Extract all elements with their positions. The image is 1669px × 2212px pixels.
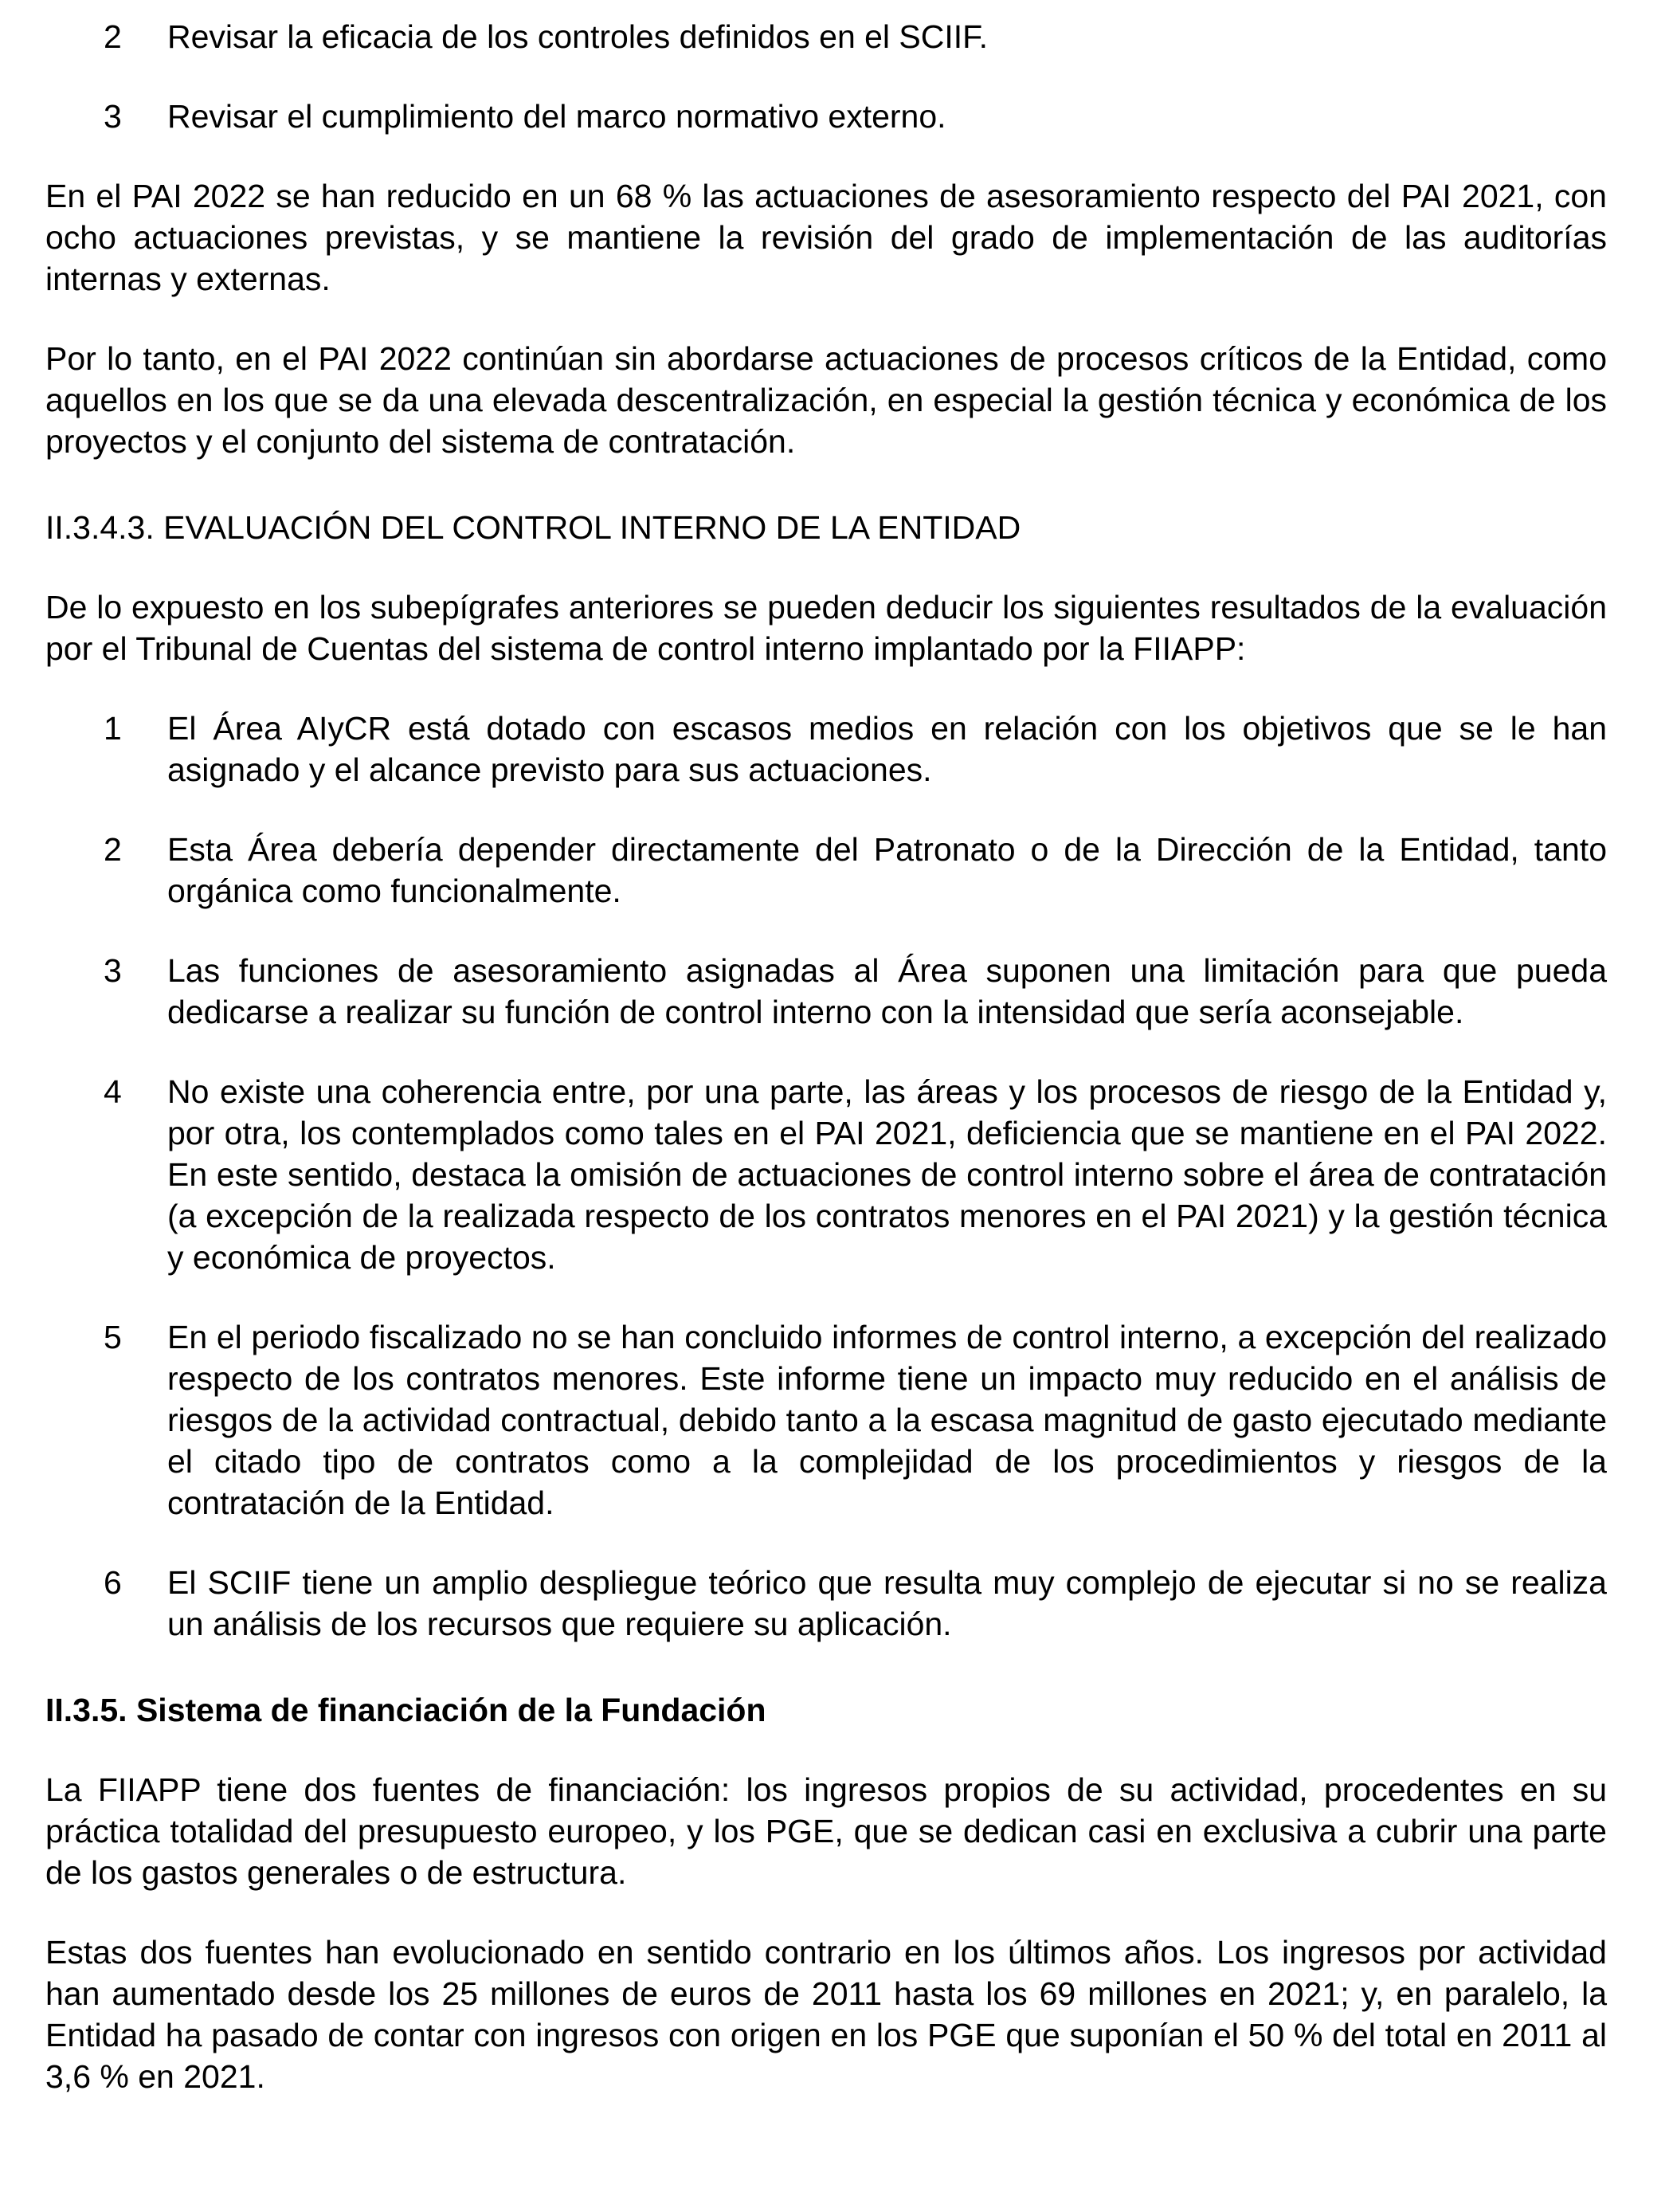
list-item-text: En el periodo fiscalizado no se han concluido informes de control interno, a excepción del realizado respecto de los contratos menores. Este informe tiene un impacto muy reducido en el análisis de riesgos de la actividad contractual, debido tanto a la escasa magnitud de gasto ejecutado mediante el citado tipo de contratos como a la complejidad de los procedimientos y riesgos de la contratación de la Entidad. (167, 1319, 1607, 1521)
list-item (45, 950, 1607, 1033)
list-item (45, 829, 1607, 912)
evaluation-list (45, 708, 1607, 1645)
list-item-text: No existe una coherencia entre, por una parte, las áreas y los procesos de riesgo de la Entidad y, por otra, los contemplados como tales en el PAI 2021, deficiencia que se mantiene en el PAI 2022. En este sentido, destaca la omisión de actuaciones de control interno sobre el área de contratación (a excepción de la realizada respecto de los contratos menores en el PAI 2021) y la gestión técnica y económica de proyectos. (167, 1073, 1607, 1276)
list-item-number: 2 (104, 18, 122, 55)
list-item-text: Esta Área debería depender directamente del Patronato o de la Dirección de la Entidad, tanto orgánica como funcionalmente. (167, 831, 1607, 909)
list-item-number: 1 (104, 710, 122, 747)
list-item-number: 2 (104, 831, 122, 868)
paragraph: Estas dos fuentes han evolucionado en sentido contrario en los últimos años. Los ingresos por actividad han aumentado desde los 25 millones de euros de 2011 hasta los 69 millones en 2021; y, en paralelo, la Entidad ha pasado de contar con ingresos con origen en los PGE que suponían el 50 % del total en 2011 al 3,6 % en 2021. (45, 1934, 1607, 2095)
document-page (45, 16, 1607, 2136)
list-item-text: Revisar el cumplimiento del marco normativo externo. (167, 98, 946, 135)
list-item-number: 5 (104, 1319, 122, 1355)
paragraph: La FIIAPP tiene dos fuentes de financiación: los ingresos propios de su actividad, procedentes en su práctica totalidad del presupuesto europeo, y los PGE, que se dedican casi en exclusiva a cubrir una parte de los gastos generales o de estructura. (45, 1771, 1607, 1891)
list-item-number: 3 (104, 98, 122, 135)
list-item (45, 1071, 1607, 1278)
list-item-text: El SCIIF tiene un amplio despliegue teórico que resulta muy complejo de ejecutar si no se realiza un análisis de los recursos que requiere su aplicación. (167, 1564, 1607, 1642)
list-item-number: 6 (104, 1564, 122, 1601)
section-heading-bold: II.3.5. Sistema de financiación de la Fundación (45, 1692, 766, 1728)
list-item (45, 96, 1607, 137)
list-item (45, 16, 1607, 57)
section-intro: De lo expuesto en los subepígrafes anteriores se pueden deducir los siguientes resultados de la evaluación por el Tribunal de Cuentas del sistema de control interno implantado por la FIIAPP: (45, 589, 1607, 667)
list-item-text: El Área AIyCR está dotado con escasos medios en relación con los objetivos que se le han asignado y el alcance previsto para sus actuaciones. (167, 710, 1607, 788)
paragraph: Por lo tanto, en el PAI 2022 continúan sin abordarse actuaciones de procesos críticos de la Entidad, como aquellos en los que se da una elevada descentralización, en especial la gestión técnica y económica de los proyectos y el conjunto del sistema de contratación. (45, 340, 1607, 460)
paragraph: En el PAI 2022 se han reducido en un 68 % las actuaciones de asesoramiento respecto del PAI 2021, con ocho actuaciones previstas, y se mantiene la revisión del grado de implementación de las auditorías internas y externas. (45, 178, 1607, 297)
top-list (45, 16, 1607, 137)
list-item (45, 1316, 1607, 1524)
list-item-number: 3 (104, 952, 122, 989)
list-item-text: Revisar la eficacia de los controles definidos en el SCIIF. (167, 18, 989, 55)
list-item (45, 708, 1607, 790)
list-item-text: Las funciones de asesoramiento asignadas al Área suponen una limitación para que pueda dedicarse a realizar su función de control interno con la intensidad que sería aconsejable. (167, 952, 1607, 1030)
section-heading: II.3.4.3. EVALUACIÓN DEL CONTROL INTERNO DE LA ENTIDAD (45, 509, 1021, 546)
list-item (45, 1562, 1607, 1645)
list-item-number: 4 (104, 1073, 122, 1110)
